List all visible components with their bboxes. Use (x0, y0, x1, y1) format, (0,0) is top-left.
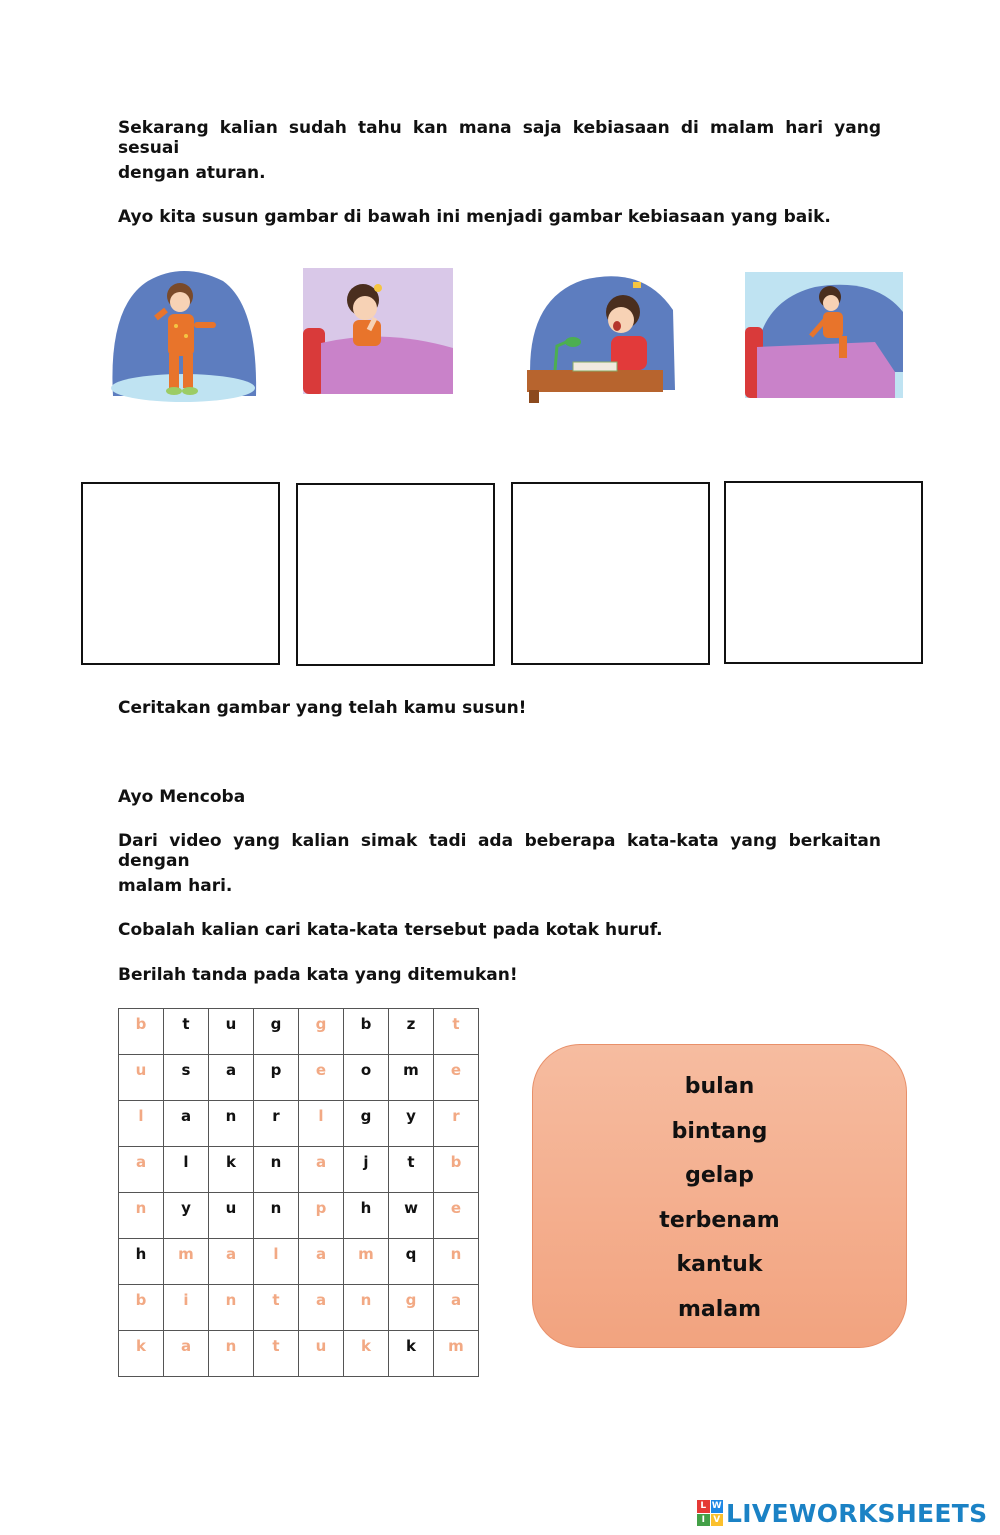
word-bank-item: terbenam (659, 1207, 780, 1233)
grid-cell[interactable]: k (389, 1331, 434, 1377)
grid-cell[interactable]: a (299, 1239, 344, 1285)
grid-cell[interactable]: u (119, 1055, 164, 1101)
grid-cell[interactable]: l (254, 1239, 299, 1285)
girl-making-bed-illustration (745, 272, 903, 398)
grid-cell[interactable]: a (299, 1285, 344, 1331)
grid-cell[interactable]: m (344, 1239, 389, 1285)
story-prompt: Ceritakan gambar yang telah kamu susun! (118, 698, 527, 718)
girl-brushing-teeth-illustration (108, 266, 258, 402)
drop-box-3[interactable] (511, 482, 710, 665)
grid-cell[interactable]: l (119, 1101, 164, 1147)
grid-cell[interactable]: n (254, 1193, 299, 1239)
logo-letter: W (711, 1501, 722, 1511)
grid-cell[interactable]: n (119, 1193, 164, 1239)
grid-cell[interactable]: g (254, 1009, 299, 1055)
drop-box-2[interactable] (296, 483, 495, 666)
grid-cell[interactable]: g (344, 1101, 389, 1147)
grid-cell[interactable]: k (344, 1331, 389, 1377)
grid-cell[interactable]: l (164, 1147, 209, 1193)
grid-row (119, 1239, 479, 1285)
grid-cell[interactable]: z (389, 1009, 434, 1055)
section-line-1: Dari video yang kalian simak tadi ada beberapa kata-kata yang berkaitan dengan (118, 831, 881, 871)
grid-cell[interactable]: m (389, 1055, 434, 1101)
grid-cell[interactable]: n (209, 1101, 254, 1147)
grid-cell[interactable]: a (209, 1055, 254, 1101)
grid-cell[interactable]: e (434, 1055, 479, 1101)
grid-cell[interactable]: k (119, 1331, 164, 1377)
grid-row (119, 1101, 479, 1147)
grid-cell[interactable]: t (164, 1009, 209, 1055)
grid-cell[interactable]: t (254, 1331, 299, 1377)
word-bank-item: gelap (685, 1163, 754, 1188)
brand-name: LIVEWORKSHEETS (726, 1498, 988, 1528)
logo-letter: I (697, 1514, 710, 1527)
grid-cell[interactable]: o (344, 1055, 389, 1101)
grid-cell[interactable]: q (389, 1239, 434, 1285)
liveworksheets-logo-icon (697, 1500, 723, 1526)
grid-cell[interactable]: b (119, 1285, 164, 1331)
grid-cell[interactable]: m (164, 1239, 209, 1285)
word-bank-item: bulan (684, 1074, 755, 1099)
section-title: Ayo Mencoba (118, 787, 246, 807)
grid-cell[interactable]: n (209, 1285, 254, 1331)
grid-cell[interactable]: n (254, 1147, 299, 1193)
word-bank-item: malam (677, 1296, 762, 1322)
word-bank-item: bintang (671, 1118, 768, 1144)
word-bank-item: kantuk (676, 1252, 763, 1277)
grid-cell[interactable]: b (344, 1009, 389, 1055)
grid-cell[interactable]: j (344, 1147, 389, 1193)
grid-cell[interactable]: a (164, 1331, 209, 1377)
grid-cell[interactable]: a (434, 1285, 479, 1331)
grid-cell[interactable]: y (164, 1193, 209, 1239)
logo-letter: V (711, 1514, 724, 1527)
grid-cell[interactable]: n (209, 1331, 254, 1377)
grid-row (119, 1009, 479, 1055)
grid-cell[interactable]: u (209, 1009, 254, 1055)
grid-cell[interactable]: r (434, 1101, 479, 1147)
grid-cell[interactable]: g (299, 1009, 344, 1055)
grid-row (119, 1331, 479, 1377)
grid-cell[interactable]: k (209, 1147, 254, 1193)
grid-cell[interactable]: a (299, 1147, 344, 1193)
grid-cell[interactable]: a (164, 1101, 209, 1147)
logo-letter: L (697, 1500, 710, 1513)
grid-cell[interactable]: a (209, 1239, 254, 1285)
grid-cell[interactable]: h (344, 1193, 389, 1239)
grid-cell[interactable]: a (119, 1147, 164, 1193)
word-bank (532, 1044, 907, 1348)
grid-cell[interactable]: p (299, 1193, 344, 1239)
grid-cell[interactable]: w (389, 1193, 434, 1239)
drop-box-1[interactable] (81, 482, 280, 665)
grid-cell[interactable]: y (389, 1101, 434, 1147)
grid-cell[interactable]: t (434, 1009, 479, 1055)
grid-cell[interactable]: i (164, 1285, 209, 1331)
liveworksheets-brand (697, 1498, 987, 1528)
grid-row (119, 1193, 479, 1239)
intro-line-3: Ayo kita susun gambar di bawah ini menjadi gambar kebiasaan yang baik. (118, 207, 831, 227)
grid-cell[interactable]: p (254, 1055, 299, 1101)
grid-cell[interactable]: r (254, 1101, 299, 1147)
grid-cell[interactable]: n (344, 1285, 389, 1331)
picture-studying-at-desk[interactable] (523, 270, 678, 403)
section-line-2: malam hari. (118, 876, 233, 896)
grid-cell[interactable]: e (299, 1055, 344, 1101)
section-line-3: Cobalah kalian cari kata-kata tersebut pada kotak huruf. (118, 920, 663, 940)
picture-praying-in-bed[interactable] (303, 268, 453, 394)
grid-cell[interactable]: g (389, 1285, 434, 1331)
grid-cell[interactable]: m (434, 1331, 479, 1377)
intro-line-2: dengan aturan. (118, 163, 266, 183)
grid-row (119, 1147, 479, 1193)
picture-brushing-teeth[interactable] (108, 266, 258, 402)
grid-cell[interactable]: b (434, 1147, 479, 1193)
grid-cell[interactable]: e (434, 1193, 479, 1239)
grid-cell[interactable]: n (434, 1239, 479, 1285)
grid-cell[interactable]: l (299, 1101, 344, 1147)
word-search-grid[interactable] (118, 1008, 479, 1377)
grid-cell[interactable]: s (164, 1055, 209, 1101)
picture-making-bed[interactable] (745, 272, 903, 398)
grid-cell[interactable]: b (119, 1009, 164, 1055)
section-line-4: Berilah tanda pada kata yang ditemukan! (118, 965, 518, 985)
grid-cell[interactable]: u (209, 1193, 254, 1239)
grid-row (119, 1285, 479, 1331)
grid-cell[interactable]: u (299, 1331, 344, 1377)
drop-box-4[interactable] (724, 481, 923, 664)
girl-praying-in-bed-illustration (303, 268, 453, 394)
grid-row (119, 1055, 479, 1101)
intro-line-1: Sekarang kalian sudah tahu kan mana saja kebiasaan di malam hari yang sesuai (118, 118, 881, 158)
grid-cell[interactable]: t (389, 1147, 434, 1193)
grid-cell[interactable]: t (254, 1285, 299, 1331)
girl-yawning-at-desk-illustration (523, 270, 678, 403)
grid-cell[interactable]: h (119, 1239, 164, 1285)
